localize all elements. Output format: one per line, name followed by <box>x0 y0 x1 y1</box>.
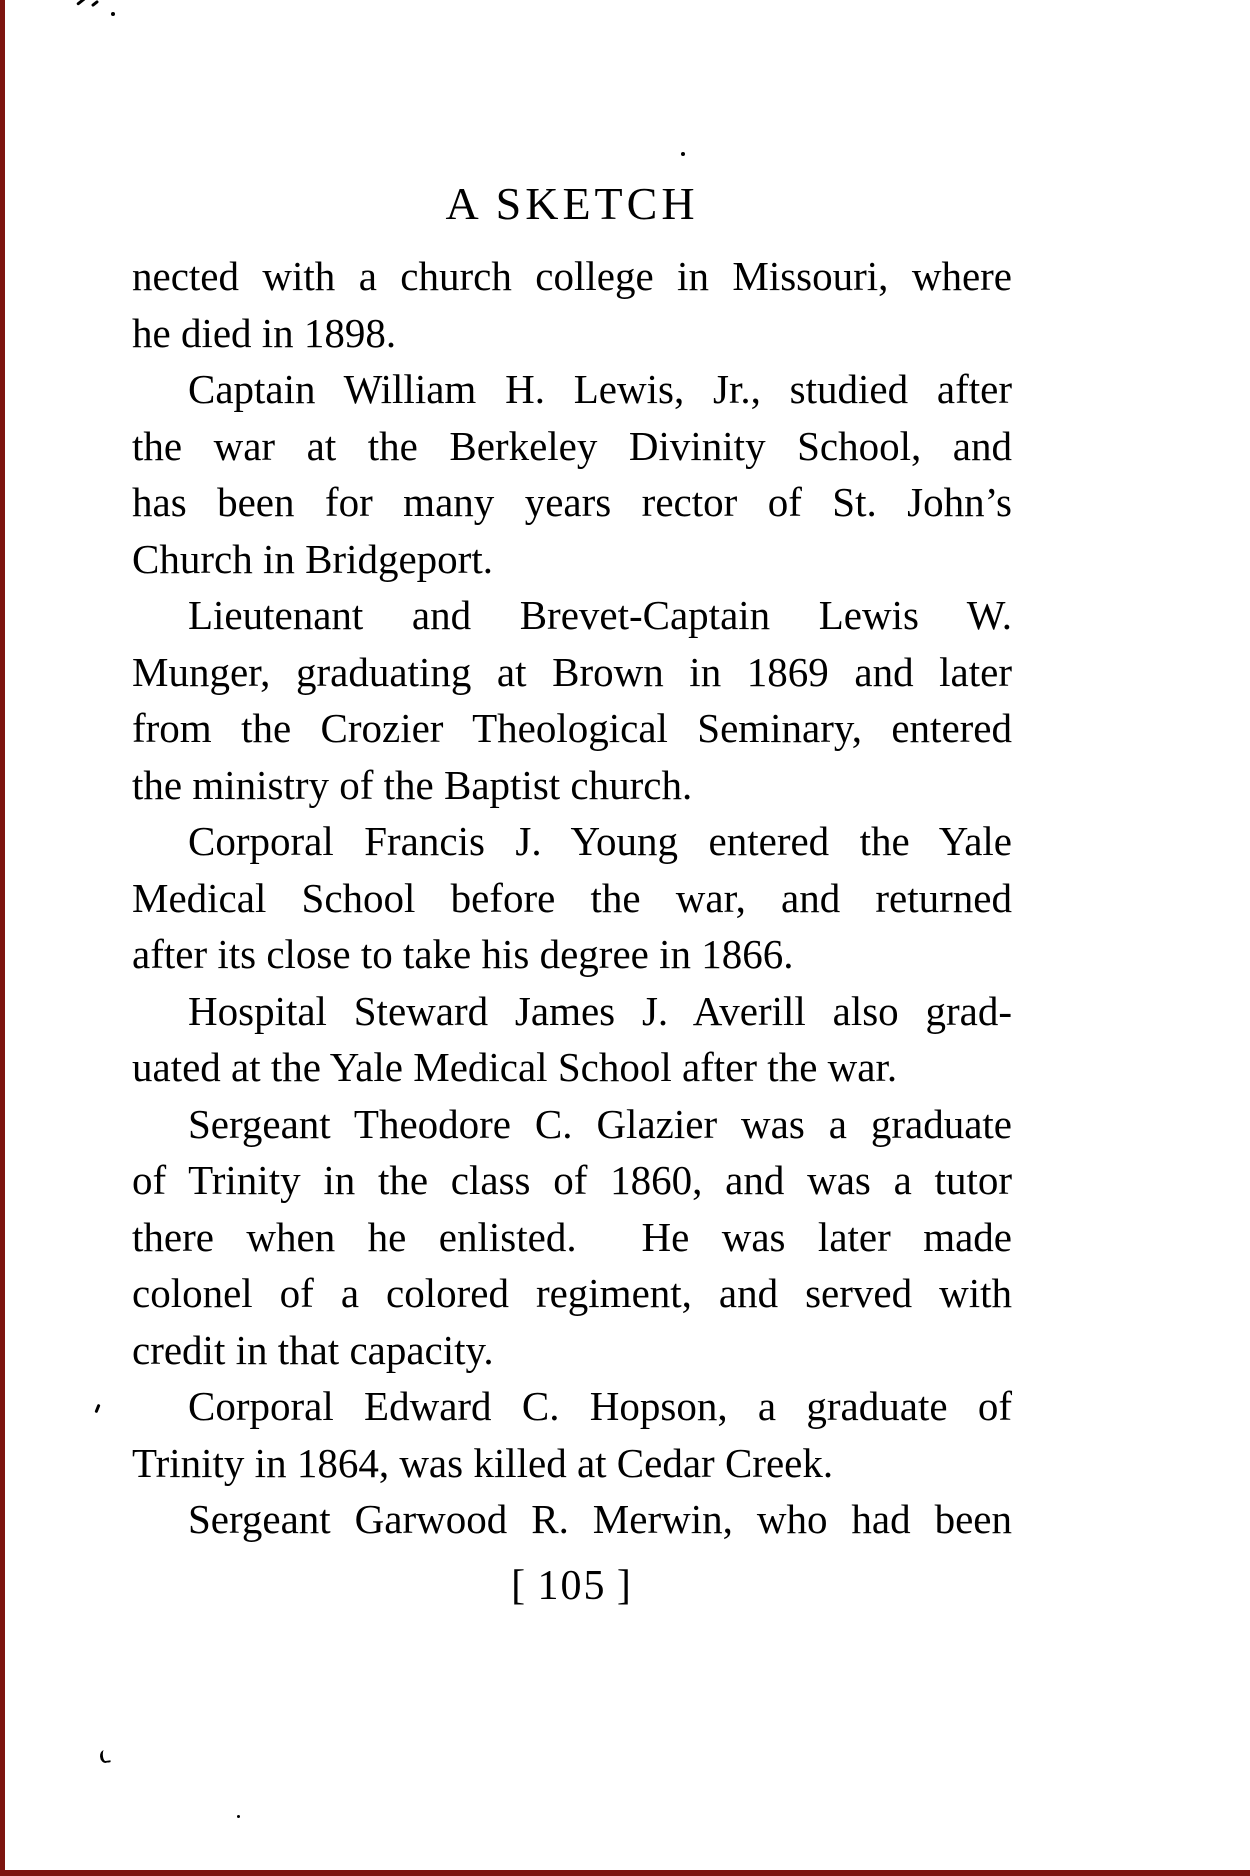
text-line: Sergeant Garwood R. Merwin, who had been <box>188 1496 1012 1542</box>
text-line: there when he enlisted. He was later made <box>132 1213 1012 1260</box>
text-line: credit in that capacity. <box>132 1326 494 1373</box>
text-line: Trinity in 1864, was killed at Cedar Creek. <box>132 1439 834 1486</box>
text-line: nected with a church college in Missouri, where <box>132 253 1012 299</box>
text-line: Captain William H. Lewis, Jr., studied after <box>188 366 1012 412</box>
text-line: he died in 1898. <box>132 309 397 356</box>
scan-speck <box>94 1404 100 1413</box>
scan-speck <box>681 152 685 156</box>
page-header: A SKETCH <box>445 178 699 229</box>
text-line: uated at the Yale Medical School after the war. <box>132 1044 898 1090</box>
scan-speck <box>91 0 99 7</box>
scan-edge-artifact-left <box>0 0 5 1876</box>
text-line: Munger, graduating at Brown in 1869 and later <box>132 648 1012 695</box>
scan-speck <box>111 12 115 16</box>
text-line: colonel of a colored regiment, and served with <box>132 1270 1012 1316</box>
scan-speck <box>76 0 86 6</box>
text-line: Corporal Edward C. Hopson, a graduate of <box>188 1383 1012 1429</box>
text-line: Hospital Steward James J. Averill also grad- <box>188 987 1012 1034</box>
text-line: Corporal Francis J. Young entered the Yale <box>188 818 1012 864</box>
text-line: of Trinity in the class of 1860, and was a tutor <box>132 1157 1012 1203</box>
text-line: from the Crozier Theological Seminary, entered <box>132 705 1012 751</box>
text-block <box>132 248 1012 1548</box>
page-number: [ 105 ] <box>511 1563 633 1609</box>
scan-edge-artifact-bottom <box>0 1870 1250 1876</box>
text-line: Church in Bridgeport. <box>132 535 493 582</box>
text-line: the war at the Berkeley Divinity School, and <box>132 422 1012 469</box>
text-line: Sergeant Theodore C. Glazier was a graduate <box>188 1100 1012 1147</box>
scan-speck <box>237 1815 240 1818</box>
text-line: Medical School before the war, and returned <box>132 874 1012 921</box>
text-line: the ministry of the Baptist church. <box>132 761 693 808</box>
text-line: after its close to take his degree in 1866. <box>132 931 794 977</box>
text-line: has been for many years rector of St. John’s <box>132 479 1012 525</box>
scan-speck <box>99 1749 111 1763</box>
text-line: Lieutenant and Brevet-Captain Lewis W. <box>188 592 1012 638</box>
